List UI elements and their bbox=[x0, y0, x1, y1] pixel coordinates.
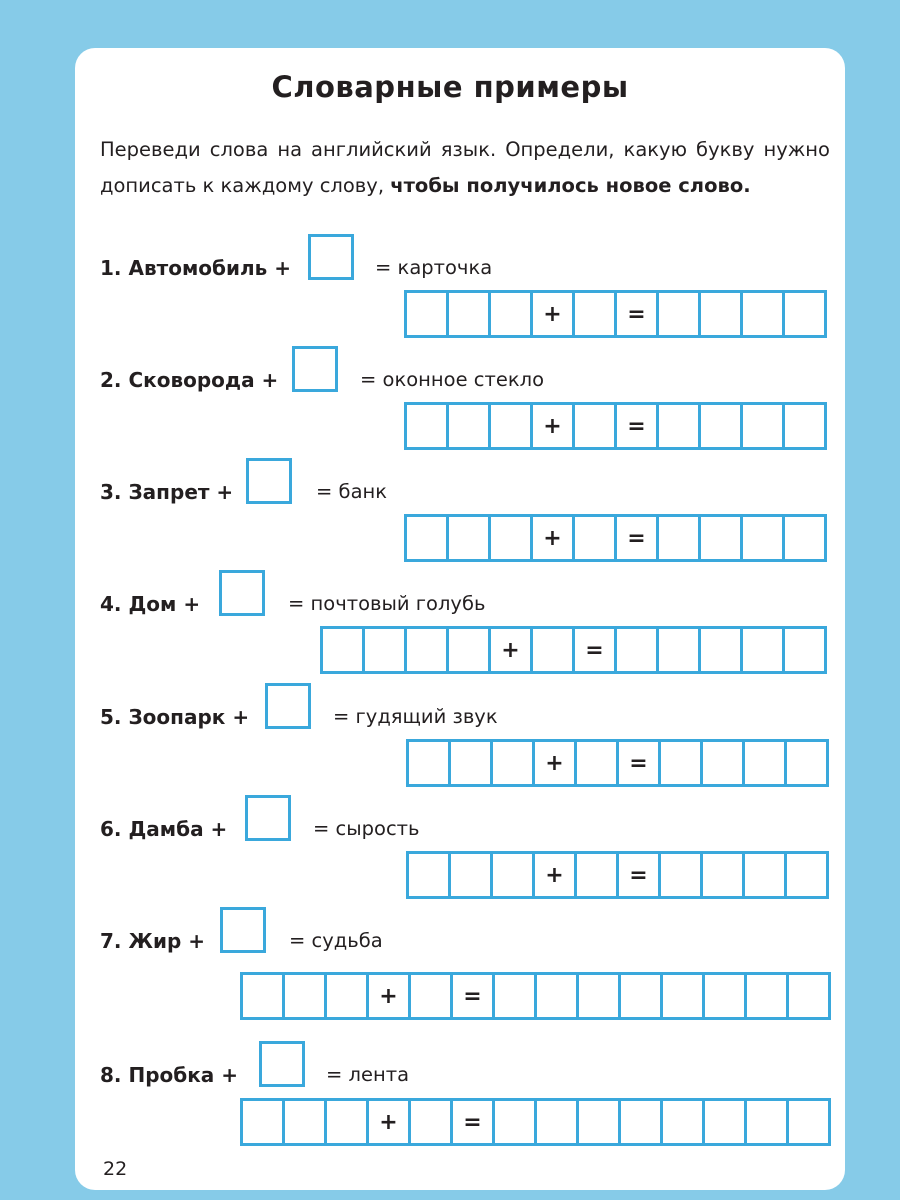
letter-cell[interactable] bbox=[495, 1101, 537, 1143]
letter-cell[interactable] bbox=[285, 1101, 327, 1143]
equals-cell: = bbox=[617, 405, 659, 447]
letter-cell[interactable] bbox=[243, 975, 285, 1017]
answer-grid bbox=[404, 402, 827, 450]
letter-cell[interactable] bbox=[747, 975, 789, 1017]
answer-grid bbox=[240, 1098, 831, 1146]
letter-cell[interactable] bbox=[579, 1101, 621, 1143]
page-title: Словарные примеры bbox=[271, 70, 629, 104]
page-number: 22 bbox=[103, 1158, 128, 1180]
equals-cell: = bbox=[453, 975, 495, 1017]
letter-cell[interactable] bbox=[493, 742, 535, 784]
letter-cell[interactable] bbox=[621, 975, 663, 1017]
letter-cell[interactable] bbox=[451, 742, 493, 784]
answer-grid bbox=[240, 972, 831, 1020]
letter-cell[interactable] bbox=[659, 629, 701, 671]
letter-cell[interactable] bbox=[785, 517, 824, 559]
letter-cell[interactable] bbox=[579, 975, 621, 1017]
letter-cell[interactable] bbox=[407, 293, 449, 335]
letter-answer-box[interactable] bbox=[265, 683, 311, 729]
letter-cell[interactable] bbox=[705, 975, 747, 1017]
letter-cell[interactable] bbox=[621, 1101, 663, 1143]
letter-cell[interactable] bbox=[449, 517, 491, 559]
letter-cell[interactable] bbox=[789, 975, 828, 1017]
plus-cell: + bbox=[533, 517, 575, 559]
plus-cell: + bbox=[535, 854, 577, 896]
letter-cell[interactable] bbox=[491, 293, 533, 335]
exercise-word: 5. Зоопарк + bbox=[100, 705, 250, 729]
letter-cell[interactable] bbox=[661, 854, 703, 896]
letter-cell[interactable] bbox=[407, 517, 449, 559]
letter-cell[interactable] bbox=[537, 975, 579, 1017]
letter-cell[interactable] bbox=[787, 854, 826, 896]
letter-cell[interactable] bbox=[617, 629, 659, 671]
letter-cell[interactable] bbox=[701, 517, 743, 559]
letter-cell[interactable] bbox=[323, 629, 365, 671]
letter-cell[interactable] bbox=[495, 975, 537, 1017]
plus-cell: + bbox=[369, 1101, 411, 1143]
letter-answer-box[interactable] bbox=[259, 1041, 305, 1087]
letter-cell[interactable] bbox=[493, 854, 535, 896]
letter-cell[interactable] bbox=[743, 293, 785, 335]
instruction-text bbox=[100, 132, 830, 204]
letter-cell[interactable] bbox=[327, 975, 369, 1017]
letter-cell[interactable] bbox=[789, 1101, 828, 1143]
letter-cell[interactable] bbox=[449, 405, 491, 447]
letter-cell[interactable] bbox=[533, 629, 575, 671]
letter-cell[interactable] bbox=[449, 629, 491, 671]
result-word: = гудящий звук bbox=[333, 705, 498, 728]
letter-cell[interactable] bbox=[785, 293, 824, 335]
letter-cell[interactable] bbox=[575, 517, 617, 559]
letter-answer-box[interactable] bbox=[245, 795, 291, 841]
letter-cell[interactable] bbox=[701, 293, 743, 335]
letter-cell[interactable] bbox=[243, 1101, 285, 1143]
equals-cell: = bbox=[619, 742, 661, 784]
letter-cell[interactable] bbox=[743, 629, 785, 671]
exercise-word: 2. Сковорода + bbox=[100, 368, 279, 392]
plus-cell: + bbox=[369, 975, 411, 1017]
letter-answer-box[interactable] bbox=[308, 234, 354, 280]
letter-cell[interactable] bbox=[365, 629, 407, 671]
letter-cell[interactable] bbox=[701, 405, 743, 447]
letter-cell[interactable] bbox=[285, 975, 327, 1017]
letter-cell[interactable] bbox=[575, 405, 617, 447]
letter-cell[interactable] bbox=[577, 854, 619, 896]
letter-cell[interactable] bbox=[659, 405, 701, 447]
answer-grid bbox=[320, 626, 827, 674]
result-word: = судьба bbox=[289, 929, 383, 952]
result-word: = сырость bbox=[313, 817, 420, 840]
equals-cell: = bbox=[575, 629, 617, 671]
letter-cell[interactable] bbox=[745, 854, 787, 896]
plus-cell: + bbox=[533, 293, 575, 335]
letter-cell[interactable] bbox=[703, 742, 745, 784]
letter-cell[interactable] bbox=[659, 293, 701, 335]
letter-cell[interactable] bbox=[661, 742, 703, 784]
letter-answer-box[interactable] bbox=[220, 907, 266, 953]
exercise-word: 1. Автомобиль + bbox=[100, 256, 292, 280]
plus-cell: + bbox=[533, 405, 575, 447]
equals-cell: = bbox=[453, 1101, 495, 1143]
letter-cell[interactable] bbox=[663, 975, 705, 1017]
letter-cell[interactable] bbox=[411, 1101, 453, 1143]
plus-cell: + bbox=[491, 629, 533, 671]
letter-cell[interactable] bbox=[703, 854, 745, 896]
letter-cell[interactable] bbox=[411, 975, 453, 1017]
letter-cell[interactable] bbox=[409, 742, 451, 784]
letter-answer-box[interactable] bbox=[219, 570, 265, 616]
answer-grid bbox=[404, 514, 827, 562]
letter-cell[interactable] bbox=[785, 405, 824, 447]
letter-cell[interactable] bbox=[575, 293, 617, 335]
result-word: = оконное стекло bbox=[360, 368, 545, 391]
result-word: = карточка bbox=[375, 256, 493, 279]
letter-cell[interactable] bbox=[327, 1101, 369, 1143]
equals-cell: = bbox=[617, 293, 659, 335]
letter-cell[interactable] bbox=[409, 854, 451, 896]
letter-cell[interactable] bbox=[407, 405, 449, 447]
exercise-word: 6. Дамба + bbox=[100, 817, 228, 841]
answer-grid bbox=[406, 851, 829, 899]
result-word: = банк bbox=[316, 480, 388, 503]
result-word: = лента bbox=[326, 1063, 410, 1086]
letter-cell[interactable] bbox=[743, 405, 785, 447]
exercise-word: 3. Запрет + bbox=[100, 480, 234, 504]
exercise-word: 4. Дом + bbox=[100, 592, 201, 616]
letter-answer-box[interactable] bbox=[292, 346, 338, 392]
letter-cell[interactable] bbox=[785, 629, 824, 671]
instruction-bold: чтобы получилось новое слово. bbox=[390, 174, 751, 197]
equals-cell: = bbox=[617, 517, 659, 559]
letter-cell[interactable] bbox=[787, 742, 826, 784]
letter-cell[interactable] bbox=[743, 517, 785, 559]
letter-answer-box[interactable] bbox=[246, 458, 292, 504]
exercise-word: 8. Пробка + bbox=[100, 1063, 239, 1087]
letter-cell[interactable] bbox=[701, 629, 743, 671]
letter-cell[interactable] bbox=[449, 293, 491, 335]
letter-cell[interactable] bbox=[705, 1101, 747, 1143]
letter-cell[interactable] bbox=[407, 629, 449, 671]
result-word: = почтовый голубь bbox=[288, 592, 486, 615]
letter-cell[interactable] bbox=[537, 1101, 579, 1143]
plus-cell: + bbox=[535, 742, 577, 784]
instruction-normal: Переведи слова на английский язык. Определи, какую букву нужно дописать к каждому слову, bbox=[100, 138, 830, 197]
exercise-word: 7. Жир + bbox=[100, 929, 206, 953]
answer-grid bbox=[404, 290, 827, 338]
letter-cell[interactable] bbox=[577, 742, 619, 784]
letter-cell[interactable] bbox=[491, 405, 533, 447]
letter-cell[interactable] bbox=[659, 517, 701, 559]
letter-cell[interactable] bbox=[451, 854, 493, 896]
letter-cell[interactable] bbox=[663, 1101, 705, 1143]
letter-cell[interactable] bbox=[491, 517, 533, 559]
letter-cell[interactable] bbox=[747, 1101, 789, 1143]
equals-cell: = bbox=[619, 854, 661, 896]
letter-cell[interactable] bbox=[745, 742, 787, 784]
answer-grid bbox=[406, 739, 829, 787]
